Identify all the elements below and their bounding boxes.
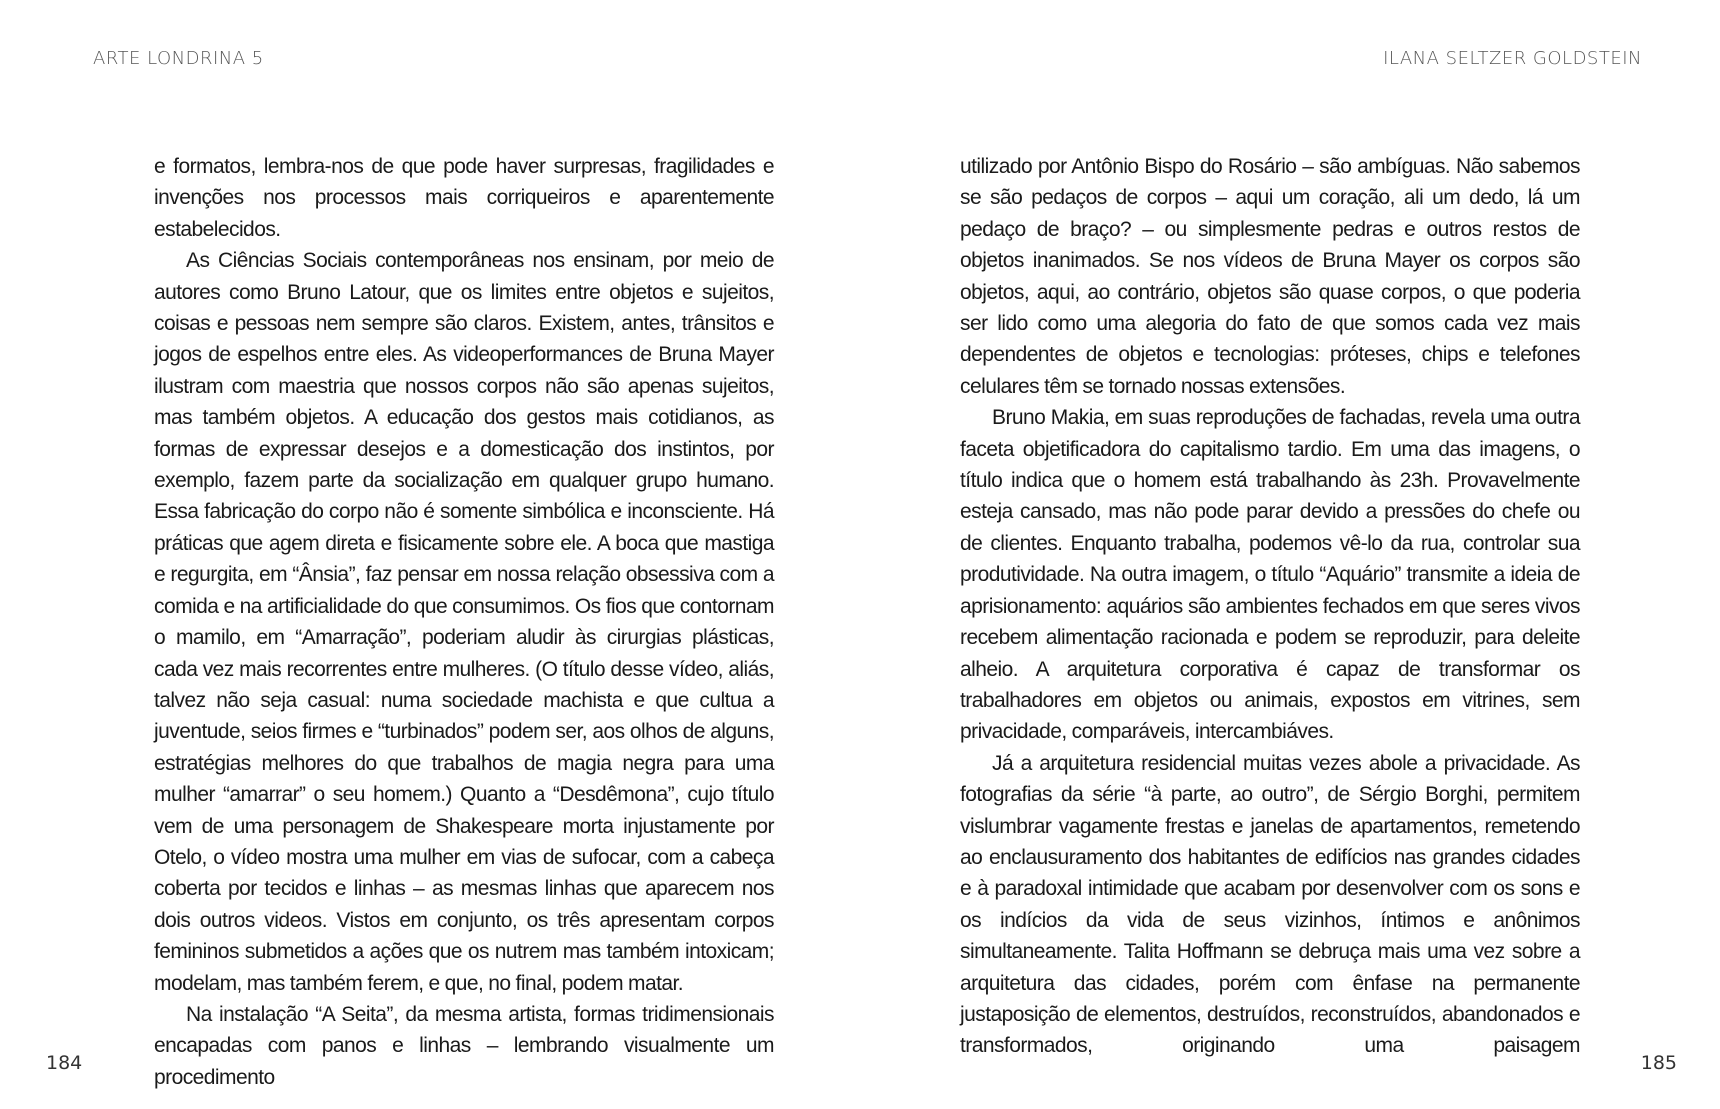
right-page bbox=[860, 0, 1720, 1109]
page-number-left: 184 bbox=[46, 1052, 83, 1074]
paragraph: As Ciências Sociais contemporâneas nos ensinam, por meio de autores como Bruno Latour, que os limites entre objetos e sujeitos, coisas e pessoas nem sempre são claros. Existem, antes, trânsitos e jogos de espelhos entre eles. As videoperformances de Bruna Mayer ilustram com maestria que nossos corpos não são apenas sujeitos, mas também objetos. A educação dos gestos mais cotidianos, as formas de expressar desejos e a domesticação dos instintos, por exemplo, fazem parte da socialização em qualquer grupo humano. Essa fabricação do corpo não é somente simbólica e inconsciente. Há práticas que agem direta e fisicamente sobre ele. A boca que mastiga e regurgita, em “Ânsia”, faz pensar em nossa relação obsessiva com a comida e na artificialidade do que consumimos. Os fios que contornam o mamilo, em “Amarração”, poderiam aludir às cirurgias plásticas, cada vez mais recorrentes entre mulheres. (O título desse vídeo, aliás, talvez não seja casual: numa sociedade machista e que cultua a juventude, seios firmes e “turbinados” podem ser, aos olhos de alguns, estratégias melhores do que trabalhos de magia negra para uma mulher “amarrar” o seu homem.) Quanto a “Desdêmona”, cujo título vem de uma personagem de Shakespeare morta injustamente por Otelo, o vídeo mostra uma mulher em vias de sufocar, com a cabeça coberta por tecidos e linhas – as mesmas linhas que aparecem nos dois outros videos. Vistos em conjunto, os três apresentam corpos femininos submetidos a ações que os nutrem mas também intoxicam; modelam, mas também ferem, e que, no final, podem matar. bbox=[154, 249, 774, 995]
paragraph: Bruno Makia, em suas reproduções de fachadas, revela uma outra faceta objetificadora do capitalismo tardio. Em uma das imagens, o título indica que o homem está trabalhando às 23h. Provavelmente esteja cansado, mas não pode parar devido a pressões do chefe ou de clientes. Enquanto trabalha, podemos vê-lo da rua, controlar sua produtividade. Na outra imagem, o título “Aquário” transmite a ideia de aprisionamento: aquários são ambientes fechados em que seres vivos recebem alimentação racionada e podem se reproduzir, para deleite alheio. A arquitetura corporativa é capaz de transformar os trabalhadores em objetos ou animais, expostos em vitrines, sem privacidade, comparáveis, intercambiáves. bbox=[960, 406, 1580, 744]
running-head-right: ILANA SELTZER GOLDSTEIN bbox=[1383, 48, 1642, 69]
left-page-body bbox=[154, 151, 774, 1093]
right-page-body bbox=[960, 151, 1580, 1062]
running-head-left: ARTE LONDRINA 5 bbox=[93, 48, 264, 69]
paragraph: Na instalação “A Seita”, da mesma artista, formas tridimensionais encapadas com panos e linhas – lembrando visualmente um procedimento bbox=[154, 1002, 774, 1089]
paragraph: utilizado por Antônio Bispo do Rosário – são ambíguas. Não sabemos se são pedaços de corpos – aqui um coração, ali um dedo, lá um pedaço de braço? – ou simplesmente pedras e outros restos de objetos inanimados. Se nos vídeos de Bruna Mayer os corpos são objetos, aqui, ao contrário, objetos são quase corpos, o que poderia ser lido como uma alegoria do fato de que somos cada vez mais dependentes de objetos e tecnologias: próteses, chips e telefones celulares têm se tornado nossas extensões. bbox=[960, 155, 1580, 398]
paragraph: e formatos, lembra-nos de que pode haver surpresas, fragilidades e invenções nos processos mais corriqueiros e aparentemente estabelecidos. bbox=[154, 155, 774, 241]
paragraph: Já a arquitetura residencial muitas vezes abole a privacidade. As fotografias da série “à parte, ao outro”, de Sérgio Borghi, permitem vislumbrar vagamente frestas e janelas de apartamentos, remetendo ao enclausuramento dos habitantes de edifícios nas grandes cidades e à paradoxal intimidade que acabam por desenvolver com os sons e os indícios da vida de seus vizinhos, íntimos e anônimos simultaneamente. Talita Hoffmann se debruça mais uma vez sobre a arquitetura das cidades, porém com ênfase na permanente justaposição de elementos, destruídos, reconstruídos, abandonados e transformados, originando uma paisagem bbox=[960, 751, 1580, 1058]
page-number-right: 185 bbox=[1640, 1052, 1677, 1074]
